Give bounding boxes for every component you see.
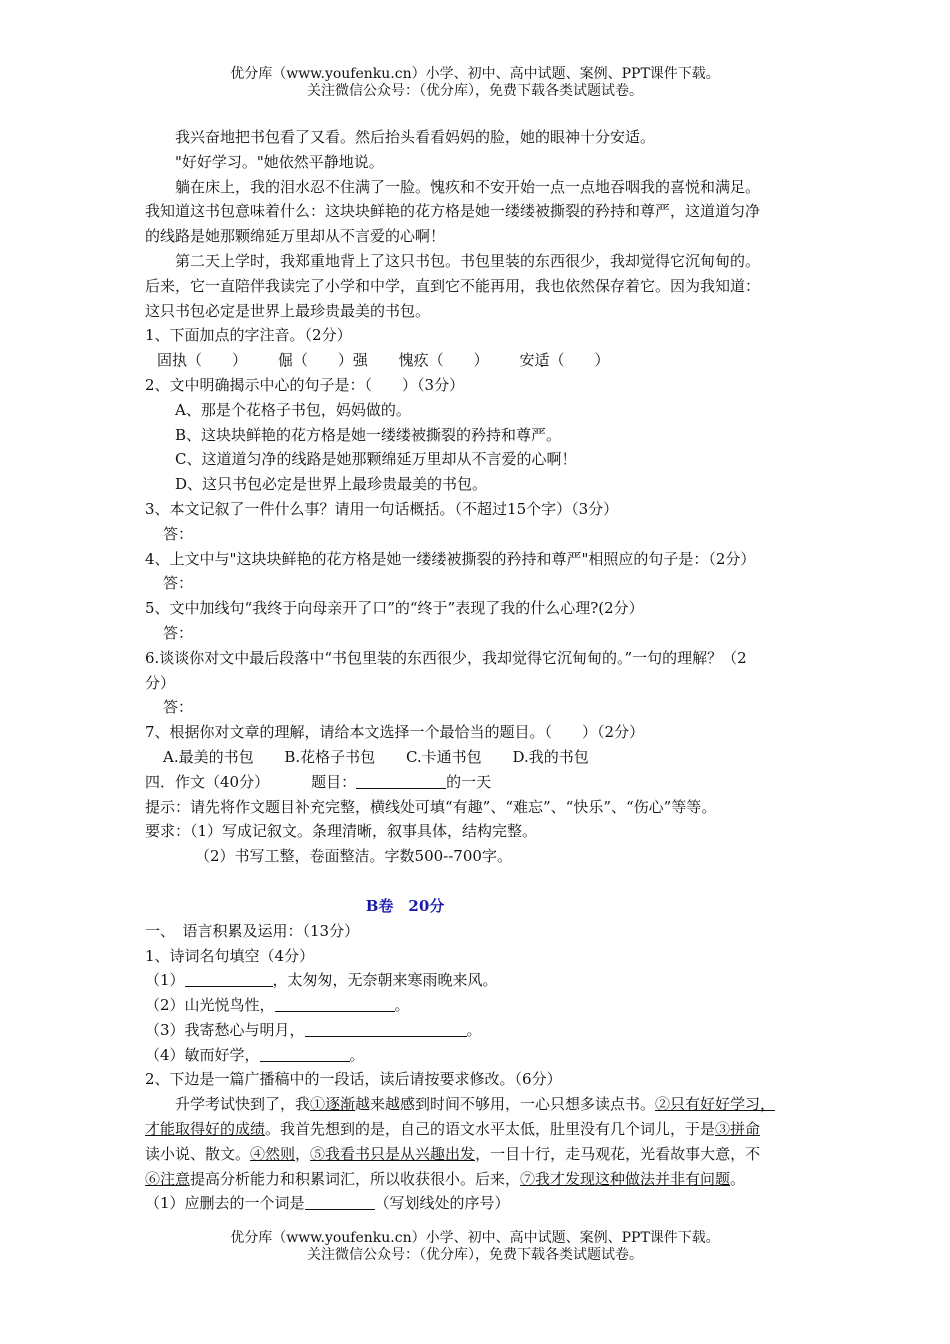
- question-6-stem-cont: 分）: [145, 673, 176, 692]
- composition-head: 四．作文（40分）: [145, 772, 270, 791]
- composition-requirement: （2）书写工整，卷面整洁。字数500--700字。: [195, 847, 512, 866]
- footer-line-1: 优分库（www.youfenku.cn）小学、初中、高中试题、案例、PPT课件下载。: [230, 1230, 720, 1246]
- fill-blank: [305, 1021, 467, 1037]
- poem-line: （3）我寄愁心与明月， 。: [145, 1020, 482, 1039]
- underlined-segment: ②只有好好学习，: [655, 1095, 776, 1114]
- fill-blank: [185, 971, 273, 987]
- question-2-option: B、这块块鲜艳的花方格是她一缕缕被撕裂的矜持和尊严。: [175, 425, 562, 444]
- question-7-option: C.卡通书包: [405, 747, 482, 766]
- question-4-stem: 4、上文中与"这块块鲜艳的花方格是她一缕缕被撕裂的矜持和尊严"相照应的句子是：（2分）: [145, 549, 756, 568]
- answer-label: 答：: [163, 524, 194, 543]
- passage-line: "好好学习。"她依然平静地说。: [175, 152, 384, 171]
- answer-label: 答：: [163, 574, 194, 593]
- passage-line: 后来，它一直陪伴我读完了小学和中学，直到它不能再用，我也依然保存着它。因为我知道：: [145, 276, 761, 295]
- composition-hint: 提示：请先将作文题目补充完整，横线处可填“有趣”、“难忘”、“快乐”、“伤心”等等。: [145, 797, 717, 816]
- underlined-segment: ⑤我看书只是从兴趣出发: [310, 1144, 476, 1163]
- answer-label: 答：: [163, 623, 194, 642]
- topic-label: 题目：: [311, 772, 357, 791]
- composition-title-line: [145, 770, 815, 795]
- section-b-title: B卷 20分: [365, 896, 445, 915]
- revision-paragraph-line: 升学考试快到了，我①逐渐越来越感到时间不够用，一心只想多读点书。②只有好好学习，: [175, 1095, 776, 1114]
- question-6-stem: 6.谈谈你对文中最后段落中“书包里装的东西很少，我却觉得它沉甸甸的。”一句的理解？（2: [145, 648, 747, 667]
- dotted-char: 疚: [413, 351, 429, 370]
- revision-sub-question: （1）应删去的一个词是 （写划线处的序号）: [145, 1194, 510, 1213]
- dotted-char: 适: [534, 351, 550, 370]
- revision-paragraph-line: 才能取得好的成绩。我首先想到的是，自己的语文水平太低，肚里没有几个词儿，于是③拼命: [145, 1120, 761, 1139]
- revision-paragraph-line: ⑥注意提高分析能力和积累词汇，所以收获很小。后来，⑦我才发现这种做法并非有问题。: [145, 1169, 746, 1188]
- poem-question-stem: 1、诗词名句填空（4分）: [145, 946, 315, 965]
- pinyin-item: 固执（ ）: [157, 351, 248, 370]
- passage-line: 这只书包必定是世界上最珍贵最美的书包。: [145, 301, 431, 320]
- footer-line-2: 关注微信公众号：（优分库），免费下载各类试题试卷。: [307, 1247, 643, 1263]
- question-5-stem: 5、文中加线句“我终于向母亲开了口”的“终于”表现了我的什么心理?(2分）: [145, 599, 644, 618]
- fill-blank: [275, 996, 395, 1012]
- underlined-segment: ⑦我才发现这种做法并非有问题: [520, 1169, 731, 1188]
- question-7-stem: 7、根据你对文章的理解，请给本文选择一个最恰当的题目。（ ）（2分）: [145, 723, 645, 742]
- composition-requirement: 要求：（1）写成记叙文。条理清晰，叙事具体，结构完整。: [145, 822, 538, 841]
- passage-line: 躺在床上，我的泪水忍不住满了一脸。愧疚和不安开始一点一点地吞咽我的喜悦和满足。: [175, 177, 761, 196]
- question-7-options: [145, 745, 815, 770]
- underlined-segment: ①逐渐: [310, 1095, 356, 1114]
- document-body: [145, 125, 815, 1216]
- question-1-stem: 1、下面加点的字注音。（2分）: [145, 326, 352, 345]
- poem-line: （4）敏而好学， 。: [145, 1045, 365, 1064]
- underlined-segment: ③拼命: [715, 1120, 761, 1139]
- page-footer: [0, 1230, 950, 1264]
- header-line-2: 关注微信公众号：（优分库），免费下载各类试题试卷。: [307, 83, 643, 99]
- question-7-option: A.最美的书包: [163, 747, 254, 766]
- question-2-option: D、这只书包必定是世界上最珍贵最美的书包。: [175, 475, 488, 494]
- pinyin-item: 愧疚（ ）: [398, 351, 489, 370]
- topic-blank: [356, 773, 446, 789]
- header-line-1: 优分库（www.youfenku.cn）小学、初中、高中试题、案例、PPT课件下载。: [230, 66, 720, 82]
- spacer: [145, 869, 815, 894]
- question-2-option: A、那是个花格子书包，妈妈做的。: [175, 400, 411, 419]
- underlined-segment: ④然则: [250, 1144, 296, 1163]
- question-3-stem: 3、本文记叙了一件什么事？请用一句话概括。（不超过15个字）（3分）: [145, 499, 619, 518]
- question-7-option: B.花格子书包: [284, 747, 376, 766]
- underlined-segment: ⑥注意: [145, 1169, 191, 1188]
- passage-line: 我兴奋地把书包看了又看。然后抬头看看妈妈的脸，她的眼神十分安适。: [175, 128, 656, 146]
- question-1-items: [145, 348, 815, 373]
- passage-line: 我知道这书包意味着什么：这块块鲜艳的花方格是她一缕缕被撕裂的矜持和尊严，这道道匀净: [145, 202, 761, 221]
- question-7-option: D.我的书包: [512, 747, 589, 766]
- revision-question-stem: 2、下边是一篇广播稿中的一段话，读后请按要求修改。（6分）: [145, 1070, 562, 1089]
- pinyin-item: 安适（ ）: [519, 351, 610, 370]
- passage-line: 的线路是她那颗绵延万里却从不言爱的心啊！: [145, 227, 446, 246]
- pinyin-item: 倔（ ）强: [277, 351, 368, 370]
- page-header: [0, 66, 950, 100]
- revision-paragraph-line: 读小说、散文。④然则，⑤我看书只是从兴趣出发，一目十行，走马观花，光看故事大意，不: [145, 1144, 761, 1163]
- question-2-option: C、这道道匀净的线路是她那颗绵延万里却从不言爱的心啊！: [175, 450, 577, 469]
- fill-blank: [305, 1194, 375, 1210]
- dotted-char: 倔: [277, 351, 293, 370]
- dotted-char: 执: [172, 351, 188, 370]
- topic-suffix: 的一天: [446, 772, 492, 791]
- fill-blank: [260, 1046, 350, 1062]
- passage-line: 第二天上学时，我郑重地背上了这只书包。书包里装的东西很少，我却觉得它沉甸甸的。: [175, 251, 761, 270]
- answer-label: 答：: [163, 698, 194, 717]
- poem-line: （1） ，太匆匆，无奈朝来寒雨晚来风。: [145, 971, 498, 990]
- poem-line: （2）山光悦鸟性， 。: [145, 996, 410, 1015]
- question-2-stem: 2、文中明确揭示中心的句子是：（ ）（3分）: [145, 375, 465, 394]
- section-b-part-1: 一、 语言积累及运用：（13分）: [145, 921, 360, 940]
- underlined-segment: 才能取得好的成绩: [145, 1120, 266, 1139]
